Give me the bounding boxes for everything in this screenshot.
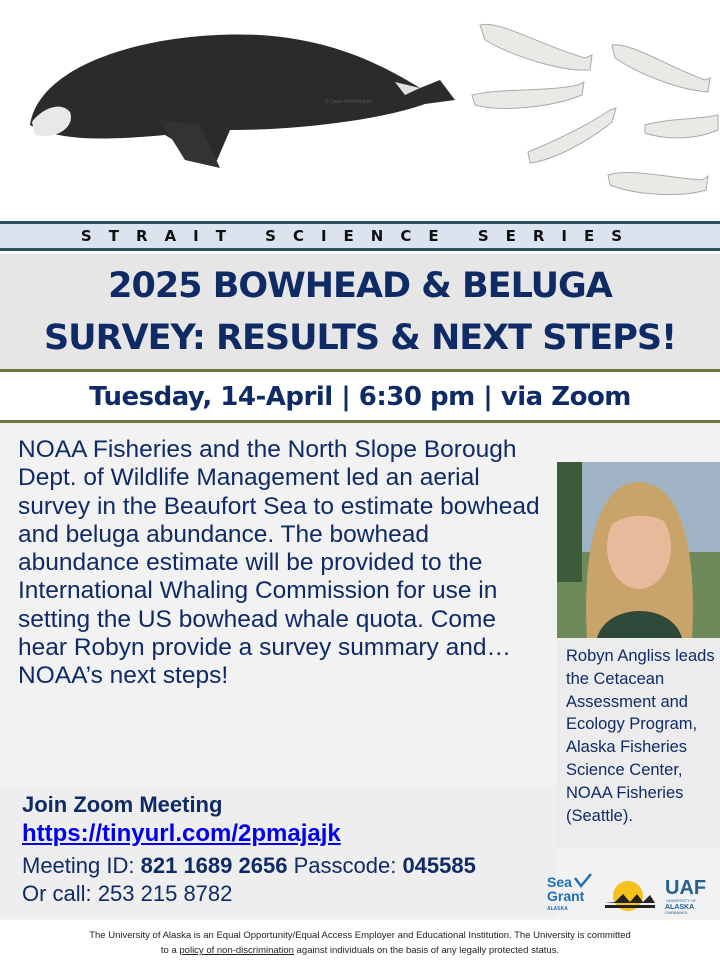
passcode: 045585 (402, 853, 476, 878)
phone-number: 253 215 8782 (97, 881, 233, 906)
event-description: NOAA Fisheries and the North Slope Borough Dept. of Wildlife Management led an aerial survey in the Beaufort Sea to estimate bowhead and beluga abundance. The bowhead abundance estimate will be provided to the International Whaling Commission for use in setting the US bowhead whale quota. Come hear Robyn provide a survey summary and…NOAA’s next steps! (18, 436, 540, 690)
footer-text: to a (160, 945, 180, 956)
footer-text: against individuals on the basis of any legally protected status. (293, 945, 560, 956)
sea-grant-logo (547, 874, 591, 912)
beluga-whales-image (472, 24, 718, 194)
footer-line-2 (0, 943, 720, 958)
uaf-logo (665, 877, 706, 915)
zoom-link[interactable]: https://tinyurl.com/2pmajajk (22, 820, 341, 847)
meeting-id: 821 1689 2656 (140, 853, 288, 878)
svg-text:Grant: Grant (547, 888, 585, 904)
title-line-2: SURVEY: RESULTS & NEXT STEPS! (43, 318, 677, 358)
footer-line-1: The University of Alaska is an Equal Opportunity/Equal Access Employer and Educational Institution. The University is committed (89, 930, 631, 941)
meeting-id-label: Meeting ID: (22, 853, 135, 878)
illustration-credit: © Dawn Witherington (325, 99, 373, 105)
sponsor-logos (545, 870, 715, 915)
call-label: Or call: (22, 881, 92, 906)
meeting-info (22, 853, 476, 879)
svg-text:UAF: UAF (665, 877, 707, 899)
non-discrimination-policy-link[interactable]: policy of non-discrimination (179, 945, 294, 956)
whale-illustration (0, 0, 720, 218)
northwest-campus-logo (605, 881, 655, 911)
svg-text:UNIVERSITY OF: UNIVERSITY OF (666, 898, 697, 903)
svg-text:FAIRBANKS: FAIRBANKS (665, 910, 688, 915)
event-title (0, 254, 720, 370)
series-banner: STRAIT SCIENCE SERIES (0, 221, 720, 251)
svg-text:Sea: Sea (547, 874, 572, 890)
speaker-photo (557, 462, 720, 638)
event-date-line: Tuesday, 14-April | 6:30 pm | via Zoom (0, 372, 720, 420)
join-title: Join Zoom Meeting (22, 792, 223, 817)
title-line-1: 2025 BOWHEAD & BELUGA (108, 266, 612, 306)
passcode-label: Passcode: (293, 853, 397, 878)
speaker-caption: Robyn Angliss leads the Cetacean Assessment and Ecology Program, Alaska Fisheries Science Center, NOAA Fisheries (Seattle). (566, 647, 715, 825)
svg-text:ALASKA: ALASKA (665, 904, 695, 911)
call-info (22, 881, 232, 907)
svg-text:ALASKA: ALASKA (547, 906, 568, 912)
footer-disclaimer (0, 928, 720, 958)
bowhead-whale-image (30, 34, 455, 168)
